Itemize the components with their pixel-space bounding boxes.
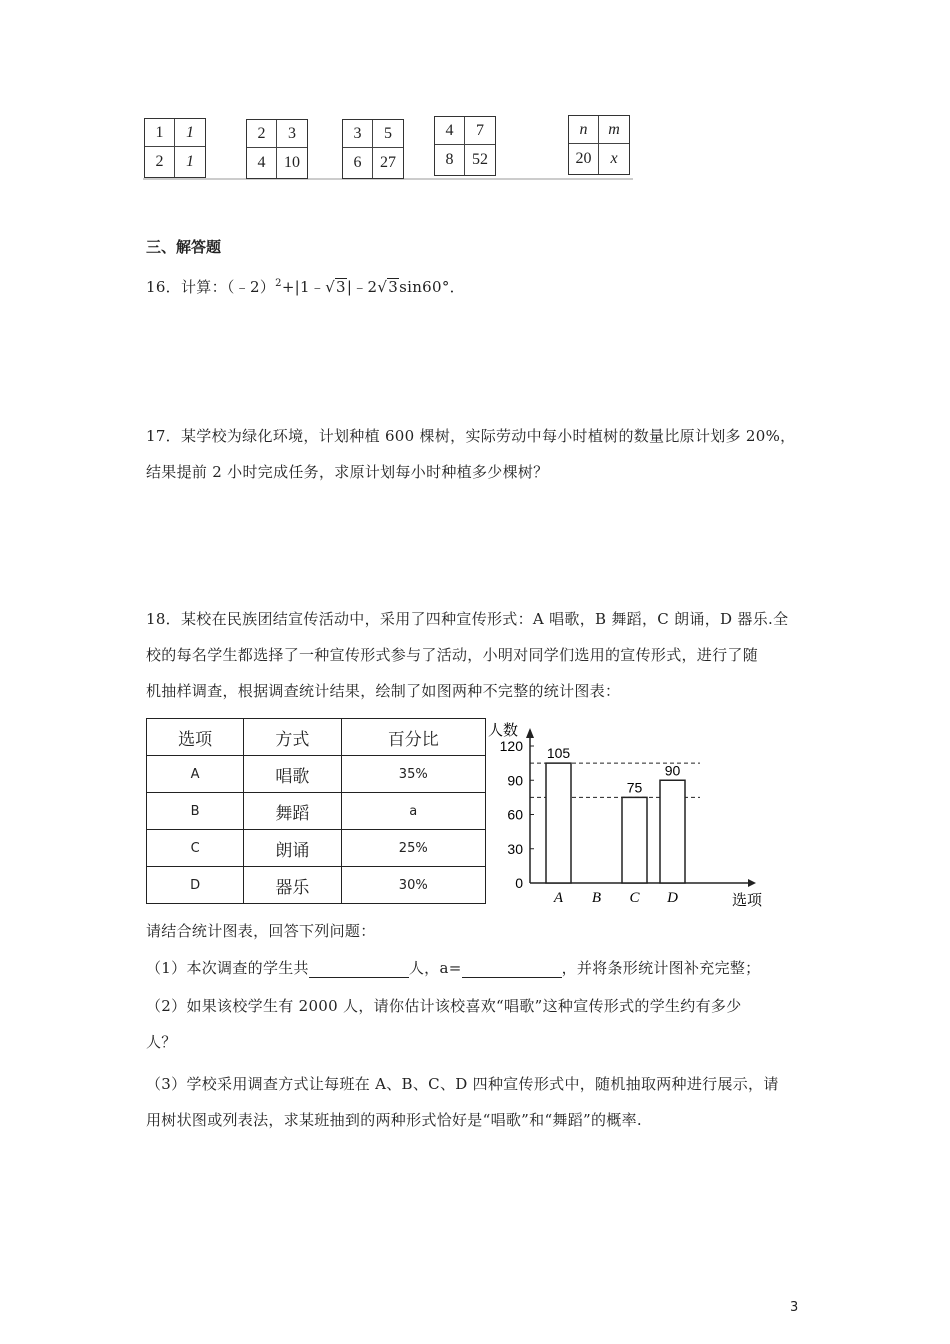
table-header: 百分比 bbox=[341, 719, 486, 756]
table-cell: 唱歌 bbox=[244, 756, 341, 793]
table-cell: B bbox=[147, 793, 244, 830]
grid-cell: 5 bbox=[373, 120, 403, 148]
table-row bbox=[147, 793, 486, 830]
grid-cell: 3 bbox=[277, 120, 307, 148]
sqrt-sign-2: √ bbox=[377, 278, 388, 296]
q18-line3: 机抽样调查，根据调查统计结果，绘制了如图两种不完整的统计图表： bbox=[146, 682, 621, 700]
q17-line1: 17．某学校为绿化环境，计划种植 600 棵树，实际劳动中每小时植树的数量比原计划多 20%， bbox=[146, 427, 796, 445]
y-tick-label: 30 bbox=[507, 840, 523, 857]
table-cell: 35% bbox=[341, 756, 486, 793]
question-16 bbox=[146, 266, 465, 305]
table-cell: 朗诵 bbox=[244, 830, 341, 867]
grid-cell: 2 bbox=[247, 120, 277, 148]
data-label: 90 bbox=[664, 762, 681, 779]
table-cell: 器乐 bbox=[244, 867, 341, 904]
grid-cell: 1 bbox=[145, 119, 175, 147]
x-axis-arrow bbox=[748, 879, 756, 887]
table-row bbox=[147, 867, 486, 904]
answer-blank-students[interactable] bbox=[309, 961, 409, 978]
sub1-text-a: （1）本次调查的学生共 bbox=[146, 959, 309, 977]
grid-cell: 1 bbox=[186, 153, 194, 170]
q16-sqrt1: 3 bbox=[336, 278, 346, 296]
grid-cell: 3 bbox=[343, 120, 373, 148]
number-grid-5 bbox=[568, 115, 630, 175]
y-tick-label: 0 bbox=[515, 875, 523, 891]
number-grid-4 bbox=[434, 116, 496, 176]
y-tick-label: 120 bbox=[499, 738, 523, 754]
grid-cell: 4 bbox=[247, 148, 277, 178]
table-cell: a bbox=[341, 793, 486, 830]
data-label: 75 bbox=[626, 779, 643, 796]
sub1-text-c: ，并将条形统计图补充完整； bbox=[561, 959, 761, 977]
table-cell: A bbox=[147, 756, 244, 793]
question-17 bbox=[146, 418, 826, 490]
section-title: 三、解答题 bbox=[146, 238, 222, 256]
sub3-line1: （3）学校采用调查方式让每班在 A、B、C、D 四种宣传形式中，随机抽取两种进行展示，请 bbox=[146, 1075, 779, 1093]
number-grid-1 bbox=[144, 118, 206, 178]
q16-exponent: 2 bbox=[275, 278, 282, 289]
bar bbox=[546, 763, 571, 883]
table-cell: 25% bbox=[341, 830, 486, 867]
y-axis-label: 人数 bbox=[488, 721, 519, 739]
page-number: 3 bbox=[790, 1300, 799, 1315]
data-label: 105 bbox=[546, 745, 571, 762]
question-18-sub3 bbox=[146, 1066, 836, 1138]
question-18-sub1 bbox=[146, 950, 760, 986]
bar-chart bbox=[486, 716, 776, 912]
table-row bbox=[147, 756, 486, 793]
q18-line1: 18．某校在民族团结宣传活动中，采用了四种宣传形式：A 唱歌，B 舞蹈，C 朗诵，D 器乐.全 bbox=[146, 610, 789, 628]
q16-mid1: +|1﹣ bbox=[281, 278, 326, 296]
table-header-row bbox=[147, 719, 486, 756]
y-axis-arrow bbox=[526, 728, 534, 738]
q16-prefix: 16．计算：（﹣2） bbox=[146, 278, 276, 296]
y-tick-label: 60 bbox=[507, 806, 523, 823]
q16-mid2: |﹣2 bbox=[346, 278, 378, 296]
options-table bbox=[146, 718, 486, 904]
grid-cell: m bbox=[599, 116, 629, 144]
number-grid-2 bbox=[246, 119, 308, 179]
sub1-text-b: 人，a= bbox=[408, 959, 462, 977]
grid-cell: 8 bbox=[435, 145, 465, 175]
q18-line2: 校的每名学生都选择了一种宣传形式参与了活动，小明对同学们选用的宣传形式，进行了随 bbox=[146, 646, 759, 664]
grid-cell: 2 bbox=[145, 147, 175, 177]
grid-cell: x bbox=[610, 150, 618, 167]
table-cell: D bbox=[147, 867, 244, 904]
grid-cell: n bbox=[569, 116, 599, 144]
question-18-intro bbox=[146, 601, 836, 709]
x-axis-label: 选项 bbox=[732, 891, 763, 909]
q17-line2: 结果提前 2 小时完成任务，求原计划每小时种植多少棵树？ bbox=[146, 463, 549, 481]
table-cell: C bbox=[147, 830, 244, 867]
grid-cell: 10 bbox=[284, 154, 300, 171]
sqrt-sign-1: √ bbox=[325, 278, 336, 296]
answer-blank-a[interactable] bbox=[462, 961, 562, 978]
table-cell: 30% bbox=[341, 867, 486, 904]
grid-cell: 7 bbox=[465, 117, 495, 145]
grid-cell: 1 bbox=[175, 119, 205, 147]
sub2-line1: （2）如果该校学生有 2000 人，请你估计该校喜欢“唱歌”这种宣传形式的学生约有多少 bbox=[146, 997, 742, 1015]
q16-sqrt2: 3 bbox=[388, 278, 399, 296]
bar bbox=[622, 797, 647, 883]
y-tick-label: 90 bbox=[507, 772, 523, 789]
question-18-sub2 bbox=[146, 988, 836, 1060]
x-tick-label: D bbox=[667, 890, 678, 906]
grid-cell: 52 bbox=[472, 151, 488, 168]
x-tick-label: C bbox=[629, 890, 640, 906]
bar bbox=[660, 780, 685, 883]
x-tick-label: A bbox=[553, 890, 564, 906]
number-grid-3 bbox=[342, 119, 404, 179]
grid-cell: 6 bbox=[343, 148, 373, 178]
sub3-line2: 用树状图或列表法，求某班抽到的两种形式恰好是“唱歌”和“舞蹈”的概率. bbox=[146, 1111, 642, 1129]
question-18-prompt: 请结合统计图表，回答下列问题： bbox=[146, 922, 376, 940]
table-header: 选项 bbox=[147, 719, 244, 756]
grid-cell: 4 bbox=[435, 117, 465, 145]
table-header: 方式 bbox=[244, 719, 341, 756]
q16-suffix: sin60°． bbox=[399, 278, 465, 296]
grid-cell: 20 bbox=[569, 144, 599, 174]
x-tick-label: B bbox=[591, 890, 602, 906]
table-row bbox=[147, 830, 486, 867]
grid-cell: 27 bbox=[380, 154, 396, 171]
table-cell: 舞蹈 bbox=[244, 793, 341, 830]
sub2-line2: 人？ bbox=[146, 1033, 177, 1051]
